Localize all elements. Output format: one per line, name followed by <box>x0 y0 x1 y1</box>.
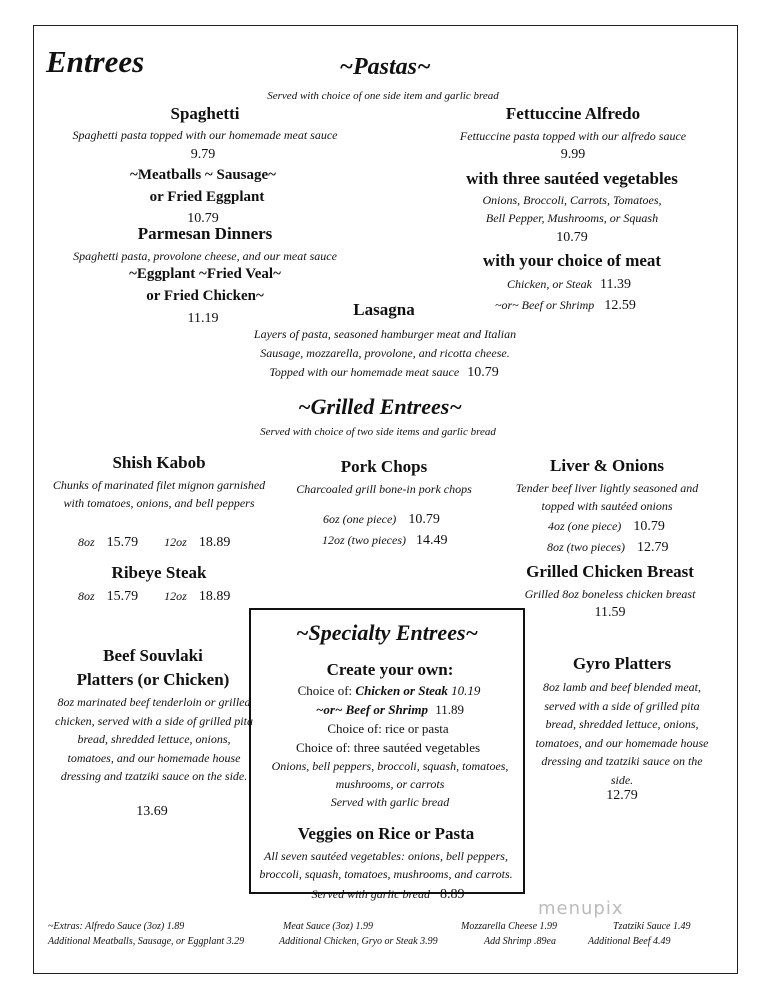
liver-row2 <box>547 538 668 556</box>
souvlaki-desc: 8oz marinated beef tenderloin or grilled chicken, served with a side of grilled pita bread, shredded lettuce, onions, tomatoes, and our homemade house dressing and tzatziki sauce on the side. <box>55 695 253 783</box>
lasagna-line1: Layers of pasta, seasoned hamburger meat and Italian <box>253 327 517 341</box>
gyro-price: 12.79 <box>606 788 638 803</box>
veggies-line2: broccoli, squash, tomatoes, mushrooms, and carrots. <box>259 867 513 881</box>
ribeye-prices <box>78 587 230 605</box>
gyro-desc: 8oz lamb and beef blended meat, served with a side of grilled pita bread, shredded lettuce, onions, tomatoes, and our homemade house dressing and tzatziki sauce on the side. <box>535 680 709 787</box>
choice1-price: 10.19 <box>451 683 481 698</box>
page-title: Entrees <box>46 44 145 79</box>
liver-desc1: Tender beef liver lightly seasoned and <box>515 481 699 495</box>
fettuccine-price: 9.99 <box>560 147 586 162</box>
specialty-veg-line1: Onions, bell peppers, broccoli, squash, tomatoes, <box>271 759 509 773</box>
liver-desc2: topped with sautéed onions <box>541 499 673 513</box>
spaghetti-name: Spaghetti <box>170 104 240 123</box>
specialty-choice1-row <box>298 683 481 699</box>
specialty-served: Served with garlic bread <box>330 795 450 809</box>
veggies-price: 8.89 <box>440 887 465 902</box>
veggies-title: Veggies on Rice or Pasta <box>297 824 475 843</box>
souvlaki-name1: Beef Souvlaki <box>103 646 203 665</box>
fettuccine-meat-opt2: ~or~ Beef or Shrimp <box>495 298 595 312</box>
liver-onions-name: Liver & Onions <box>550 456 664 475</box>
shish-kabob-desc: Chunks of marinated filet mignon garnished with tomatoes, onions, and bell peppers <box>52 478 266 510</box>
veggies-served: Served with garlic bread <box>311 887 431 901</box>
liver-row1 <box>548 517 665 535</box>
souvlaki-name2: Platters (or Chicken) <box>76 670 230 689</box>
pork-price1: 10.79 <box>408 512 440 527</box>
grilled-heading: ~Grilled Entrees~ <box>298 394 462 419</box>
ribeye-price1: 15.79 <box>106 589 139 604</box>
extra-item: ~Extras: Alfredo Sauce (3oz) 1.89 <box>48 921 185 932</box>
spaghetti-option-1: ~Meatballs ~ Sausage~ <box>130 167 276 183</box>
liver-price2: 12.79 <box>636 540 669 555</box>
extra-item: Additional Chicken, Gryo or Steak 3.99 <box>279 936 438 947</box>
extra-item: Tzatziki Sauce 1.49 <box>613 921 691 932</box>
pork-opt1: 6oz (one piece) <box>323 512 397 526</box>
fettuccine-meat-price1: 11.39 <box>599 277 631 292</box>
ribeye-size2: 12oz <box>164 589 187 603</box>
specialty-heading: ~Specialty Entrees~ <box>295 620 479 645</box>
extra-item: Add Shrimp .89ea <box>484 936 556 947</box>
ribeye-size1: 8oz <box>78 589 95 603</box>
pork-row2 <box>322 531 447 549</box>
ribeye-name: Ribeye Steak <box>111 563 207 582</box>
lasagna-name: Lasagna <box>353 300 415 319</box>
lasagna-line3-row <box>269 363 498 381</box>
liver-opt2: 8oz (two pieces) <box>547 540 625 554</box>
lasagna-line2: Sausage, mozzarella, provolone, and ricotta cheese. <box>260 346 510 360</box>
choice1-item: Chicken or Steak <box>355 683 448 698</box>
fettuccine-meat-title: with your choice of meat <box>482 251 662 270</box>
fettuccine-meat-opt1: Chicken, or Steak <box>507 277 592 291</box>
shish-price2: 18.89 <box>198 535 231 550</box>
fettuccine-veg-line2: Bell Pepper, Mushrooms, or Squash <box>485 211 659 225</box>
parmesan-line1: ~Eggplant ~Fried Veal~ <box>129 266 281 282</box>
grilled-chicken-name: Grilled Chicken Breast <box>526 562 694 581</box>
watermark-logo: menupix <box>538 898 624 919</box>
pork-price2: 14.49 <box>415 533 448 548</box>
pork-opt2: 12oz (two pieces) <box>322 533 406 547</box>
shish-price1: 15.79 <box>106 535 139 550</box>
souvlaki-price: 13.69 <box>136 804 168 819</box>
choice3: Choice of: rice or pasta <box>327 721 449 736</box>
choice2-price: 11.89 <box>435 702 464 717</box>
fettuccine-veg-line1: Onions, Broccoli, Carrots, Tomatoes, <box>482 193 662 207</box>
pork-chops-desc: Charcoaled grill bone-in pork chops <box>296 482 472 496</box>
gyro-name: Gyro Platters <box>572 654 672 673</box>
spaghetti-option-2: or Fried Eggplant <box>149 189 265 205</box>
fettuccine-desc: Fettuccine pasta topped with our alfredo sauce <box>459 129 687 143</box>
choice2-item: ~or~ Beef or Shrimp <box>316 702 428 717</box>
pastas-subtitle: Served with choice of one side item and garlic bread <box>267 90 499 102</box>
grilled-chicken-desc: Grilled 8oz boneless chicken breast <box>524 587 696 601</box>
liver-opt1: 4oz (one piece) <box>548 519 622 533</box>
specialty-choice2-row <box>316 702 464 718</box>
parmesan-line2: or Fried Chicken~ <box>146 288 264 304</box>
shish-kabob-prices <box>78 533 230 551</box>
spaghetti-desc: Spaghetti pasta topped with our homemade meat sauce <box>72 128 338 142</box>
parmesan-desc: Spaghetti pasta, provolone cheese, and our meat sauce <box>73 249 337 263</box>
grilled-subtitle: Served with choice of two side items and garlic bread <box>260 426 496 438</box>
specialty-veg-line2: mushrooms, or carrots <box>335 777 445 791</box>
extra-item: Additional Beef 4.49 <box>588 936 671 947</box>
extra-item: Mozzarella Cheese 1.99 <box>461 921 558 932</box>
pork-row1 <box>323 510 440 528</box>
extra-item: Meat Sauce (3oz) 1.99 <box>283 921 373 932</box>
choice4: Choice of: three sautéed vegetables <box>295 740 481 755</box>
parmesan-name: Parmesan Dinners <box>137 224 273 243</box>
veggies-line1: All seven sautéed vegetables: onions, bell peppers, <box>264 849 508 863</box>
pork-chops-name: Pork Chops <box>340 457 428 476</box>
extra-item: Additional Meatballs, Sausage, or Eggplant 3.29 <box>48 936 245 947</box>
grilled-chicken-price: 11.59 <box>594 605 626 620</box>
ribeye-price2: 18.89 <box>198 589 231 604</box>
lasagna-line3: Topped with our homemade meat sauce <box>269 365 460 379</box>
spaghetti-option-price: 10.79 <box>187 211 219 226</box>
shish-size1: 8oz <box>78 535 95 549</box>
fettuccine-veg-title: with three sautéed vegetables <box>466 169 678 188</box>
shish-size2: 12oz <box>164 535 187 549</box>
create-your-own-title: Create your own: <box>326 660 454 679</box>
fettuccine-meat-row2 <box>495 296 636 314</box>
spaghetti-price: 9.79 <box>190 147 216 162</box>
fettuccine-veg-price: 10.79 <box>556 230 588 245</box>
liver-price1: 10.79 <box>633 519 665 534</box>
shish-kabob-name: Shish Kabob <box>112 453 206 472</box>
veggies-served-row <box>311 885 464 903</box>
fettuccine-meat-price2: 12.59 <box>604 298 636 313</box>
lasagna-price: 10.79 <box>467 365 499 380</box>
pastas-heading: ~Pastas~ <box>339 54 431 80</box>
fettuccine-name: Fettuccine Alfredo <box>505 104 641 123</box>
parmesan-price: 11.19 <box>187 311 219 326</box>
fettuccine-meat-row1 <box>507 275 631 293</box>
choice1-prefix: Choice of: <box>297 683 353 698</box>
